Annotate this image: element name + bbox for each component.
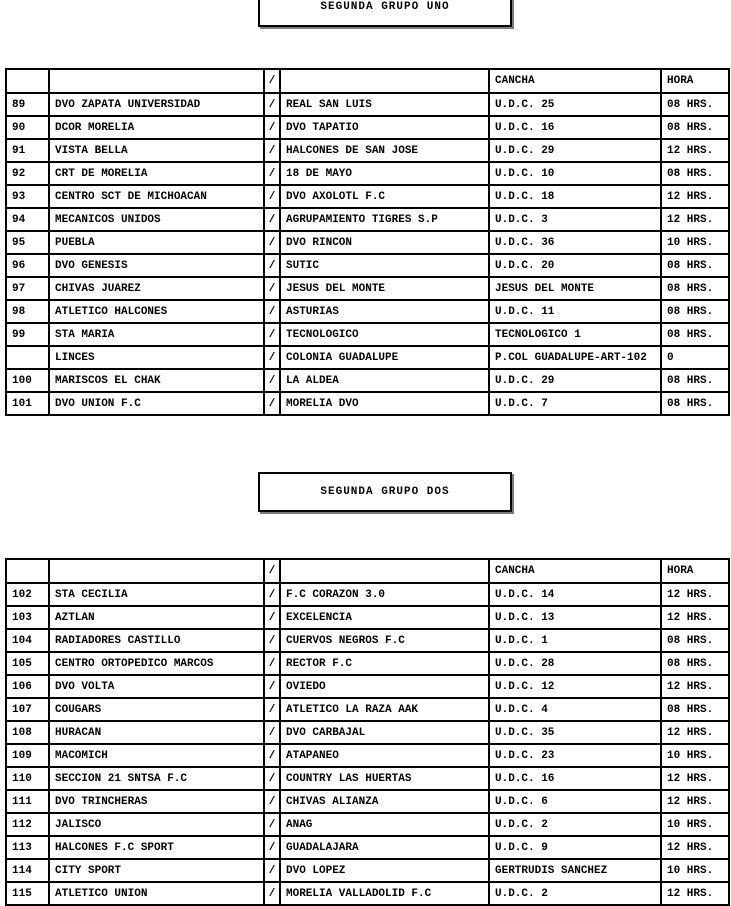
header-num-cell [6,69,49,93]
hora-cell: 10 HRS. [661,231,729,254]
match-number-cell: 112 [6,813,49,836]
match-number-cell: 109 [6,744,49,767]
home-team-cell: STA MARIA [49,323,264,346]
match-row [6,606,729,629]
hora-cell: 12 HRS. [661,767,729,790]
cancha-cell: U.D.C. 2 [489,813,661,836]
header-hora-cell: HORA [661,69,729,93]
hora-cell: 12 HRS. [661,583,729,606]
away-team-cell: AGRUPAMIENTO TIGRES S.P [280,208,489,231]
match-row [6,790,729,813]
cancha-cell: U.D.C. 23 [489,744,661,767]
hora-cell: 12 HRS. [661,882,729,905]
header-row [6,559,729,583]
slash-separator-cell: / [264,277,280,300]
home-team-cell: MECANICOS UNIDOS [49,208,264,231]
cancha-cell: U.D.C. 2 [489,882,661,905]
hora-cell: 0 [661,346,729,369]
cancha-cell: U.D.C. 1 [489,629,661,652]
away-team-cell: ATLETICO LA RAZA AAK [280,698,489,721]
hora-cell: 08 HRS. [661,652,729,675]
slash-separator-cell: / [264,836,280,859]
match-number-cell: 113 [6,836,49,859]
match-number-cell: 95 [6,231,49,254]
slash-separator-cell: / [264,162,280,185]
hora-cell: 12 HRS. [661,675,729,698]
home-team-cell: DVO VOLTA [49,675,264,698]
slash-separator-cell: / [264,369,280,392]
home-team-cell: MARISCOS EL CHAK [49,369,264,392]
cancha-cell: U.D.C. 20 [489,254,661,277]
home-team-cell: CENTRO SCT DE MICHOACAN [49,185,264,208]
home-team-cell: RADIADORES CASTILLO [49,629,264,652]
away-team-cell: DVO AXOLOTL F.C [280,185,489,208]
match-number-cell: 99 [6,323,49,346]
match-number-cell: 98 [6,300,49,323]
home-team-cell: DVO ZAPATA UNIVERSIDAD [49,93,264,116]
away-team-cell: 18 DE MAYO [280,162,489,185]
match-row [6,882,729,905]
slash-separator-cell: / [264,139,280,162]
home-team-cell: HURACAN [49,721,264,744]
slash-separator-cell: / [264,767,280,790]
cancha-cell: JESUS DEL MONTE [489,277,661,300]
match-row [6,629,729,652]
match-row [6,652,729,675]
hora-cell: 08 HRS. [661,277,729,300]
match-row [6,346,729,369]
match-row [6,323,729,346]
away-team-cell: CHIVAS ALIANZA [280,790,489,813]
away-team-cell: REAL SAN LUIS [280,93,489,116]
away-team-cell: DVO RINCON [280,231,489,254]
match-number-cell: 89 [6,93,49,116]
match-number-cell: 115 [6,882,49,905]
match-row [6,231,729,254]
away-team-cell: TECNOLOGICO [280,323,489,346]
home-team-cell: STA CECILIA [49,583,264,606]
cancha-cell: U.D.C. 29 [489,139,661,162]
home-team-cell: DVO GENESIS [49,254,264,277]
away-team-cell: MORELIA DVO [280,392,489,415]
match-row [6,721,729,744]
cancha-cell: U.D.C. 7 [489,392,661,415]
match-row [6,93,729,116]
slash-separator-cell: / [264,675,280,698]
match-number-cell: 104 [6,629,49,652]
cancha-cell: U.D.C. 16 [489,116,661,139]
group-uno-title: SEGUNDA GRUPO UNO [320,1,450,13]
cancha-cell: TECNOLOGICO 1 [489,323,661,346]
match-row [6,277,729,300]
match-number-cell: 110 [6,767,49,790]
match-row [6,392,729,415]
match-number-cell: 91 [6,139,49,162]
match-number-cell: 102 [6,583,49,606]
home-team-cell: CRT DE MORELIA [49,162,264,185]
group-dos-schedule-table [5,558,730,906]
hora-cell: 12 HRS. [661,208,729,231]
cancha-cell: U.D.C. 28 [489,652,661,675]
match-row [6,300,729,323]
slash-separator-cell: / [264,813,280,836]
group-uno-title-box [258,0,512,27]
slash-separator-cell: / [264,790,280,813]
hora-cell: 08 HRS. [661,369,729,392]
cancha-cell: U.D.C. 25 [489,93,661,116]
home-team-cell: COUGARS [49,698,264,721]
away-team-cell: DVO CARBAJAL [280,721,489,744]
group-dos-title: SEGUNDA GRUPO DOS [320,486,450,498]
match-row [6,139,729,162]
cancha-cell: U.D.C. 16 [489,767,661,790]
group-dos-title-box [258,472,512,512]
hora-cell: 08 HRS. [661,698,729,721]
match-row [6,767,729,790]
match-row [6,208,729,231]
slash-separator-cell: / [264,323,280,346]
match-row [6,859,729,882]
match-number-cell: 100 [6,369,49,392]
home-team-cell: PUEBLA [49,231,264,254]
hora-cell: 08 HRS. [661,254,729,277]
home-team-cell: CENTRO ORTOPEDICO MARCOS [49,652,264,675]
away-team-cell: LA ALDEA [280,369,489,392]
cancha-cell: U.D.C. 14 [489,583,661,606]
away-team-cell: ATAPANEO [280,744,489,767]
header-home-team-cell [49,559,264,583]
header-away-team-cell [280,69,489,93]
match-row [6,116,729,139]
away-team-cell: EXCELENCIA [280,606,489,629]
header-row [6,69,729,93]
match-number-cell: 101 [6,392,49,415]
cancha-cell: U.D.C. 13 [489,606,661,629]
match-number-cell [6,346,49,369]
match-number-cell: 105 [6,652,49,675]
cancha-cell: U.D.C. 9 [489,836,661,859]
slash-separator-cell: / [264,606,280,629]
match-number-cell: 90 [6,116,49,139]
slash-separator-cell: / [264,392,280,415]
home-team-cell: VISTA BELLA [49,139,264,162]
match-number-cell: 97 [6,277,49,300]
slash-separator-cell: / [264,882,280,905]
away-team-cell: HALCONES DE SAN JOSE [280,139,489,162]
header-cancha-cell: CANCHA [489,559,661,583]
match-number-cell: 92 [6,162,49,185]
hora-cell: 12 HRS. [661,185,729,208]
hora-cell: 08 HRS. [661,323,729,346]
home-team-cell: CITY SPORT [49,859,264,882]
slash-separator-cell: / [264,698,280,721]
header-slash-cell: / [264,559,280,583]
match-row [6,185,729,208]
match-row [6,675,729,698]
cancha-cell: U.D.C. 4 [489,698,661,721]
group-uno-schedule-table [5,68,730,416]
away-team-cell: RECTOR F.C [280,652,489,675]
slash-separator-cell: / [264,346,280,369]
home-team-cell: HALCONES F.C SPORT [49,836,264,859]
match-number-cell: 103 [6,606,49,629]
cancha-cell: U.D.C. 35 [489,721,661,744]
slash-separator-cell: / [264,652,280,675]
home-team-cell: SECCION 21 SNTSA F.C [49,767,264,790]
cancha-cell: P.COL GUADALUPE-ART-102 [489,346,661,369]
hora-cell: 12 HRS. [661,721,729,744]
cancha-cell: U.D.C. 12 [489,675,661,698]
match-number-cell: 107 [6,698,49,721]
home-team-cell: DVO TRINCHERAS [49,790,264,813]
cancha-cell: U.D.C. 36 [489,231,661,254]
hora-cell: 12 HRS. [661,606,729,629]
away-team-cell: COLONIA GUADALUPE [280,346,489,369]
away-team-cell: GUADALAJARA [280,836,489,859]
home-team-cell: ATLETICO UNION [49,882,264,905]
away-team-cell: MORELIA VALLADOLID F.C [280,882,489,905]
slash-separator-cell: / [264,93,280,116]
slash-separator-cell: / [264,629,280,652]
away-team-cell: COUNTRY LAS HUERTAS [280,767,489,790]
away-team-cell: JESUS DEL MONTE [280,277,489,300]
match-row [6,698,729,721]
header-home-team-cell [49,69,264,93]
slash-separator-cell: / [264,231,280,254]
hora-cell: 08 HRS. [661,116,729,139]
hora-cell: 08 HRS. [661,392,729,415]
slash-separator-cell: / [264,300,280,323]
home-team-cell: DCOR MORELIA [49,116,264,139]
match-number-cell: 96 [6,254,49,277]
hora-cell: 10 HRS. [661,744,729,767]
away-team-cell: ASTURIAS [280,300,489,323]
match-number-cell: 108 [6,721,49,744]
cancha-cell: U.D.C. 6 [489,790,661,813]
home-team-cell: CHIVAS JUAREZ [49,277,264,300]
header-slash-cell: / [264,69,280,93]
match-number-cell: 93 [6,185,49,208]
away-team-cell: ANAG [280,813,489,836]
hora-cell: 08 HRS. [661,162,729,185]
home-team-cell: ATLETICO HALCONES [49,300,264,323]
cancha-cell: U.D.C. 3 [489,208,661,231]
match-row [6,813,729,836]
header-hora-cell: HORA [661,559,729,583]
away-team-cell: DVO TAPATIO [280,116,489,139]
match-number-cell: 106 [6,675,49,698]
slash-separator-cell: / [264,721,280,744]
match-row [6,836,729,859]
match-number-cell: 94 [6,208,49,231]
match-number-cell: 111 [6,790,49,813]
hora-cell: 08 HRS. [661,629,729,652]
home-team-cell: JALISCO [49,813,264,836]
away-team-cell: F.C CORAZON 3.0 [280,583,489,606]
match-number-cell: 114 [6,859,49,882]
header-cancha-cell: CANCHA [489,69,661,93]
away-team-cell: DVO LOPEZ [280,859,489,882]
away-team-cell: SUTIC [280,254,489,277]
hora-cell: 08 HRS. [661,300,729,323]
match-row [6,369,729,392]
hora-cell: 12 HRS. [661,139,729,162]
slash-separator-cell: / [264,208,280,231]
home-team-cell: LINCES [49,346,264,369]
header-away-team-cell [280,559,489,583]
away-team-cell: OVIEDO [280,675,489,698]
match-row [6,162,729,185]
slash-separator-cell: / [264,583,280,606]
match-row [6,254,729,277]
cancha-cell: U.D.C. 11 [489,300,661,323]
slash-separator-cell: / [264,859,280,882]
cancha-cell: U.D.C. 10 [489,162,661,185]
slash-separator-cell: / [264,185,280,208]
hora-cell: 10 HRS. [661,813,729,836]
match-row [6,583,729,606]
home-team-cell: MACOMICH [49,744,264,767]
hora-cell: 12 HRS. [661,836,729,859]
hora-cell: 12 HRS. [661,790,729,813]
slash-separator-cell: / [264,254,280,277]
slash-separator-cell: / [264,116,280,139]
slash-separator-cell: / [264,744,280,767]
cancha-cell: U.D.C. 18 [489,185,661,208]
home-team-cell: DVO UNION F.C [49,392,264,415]
away-team-cell: CUERVOS NEGROS F.C [280,629,489,652]
cancha-cell: GERTRUDIS SANCHEZ [489,859,661,882]
match-row [6,744,729,767]
hora-cell: 10 HRS. [661,859,729,882]
home-team-cell: AZTLAN [49,606,264,629]
hora-cell: 08 HRS. [661,93,729,116]
cancha-cell: U.D.C. 29 [489,369,661,392]
header-num-cell [6,559,49,583]
